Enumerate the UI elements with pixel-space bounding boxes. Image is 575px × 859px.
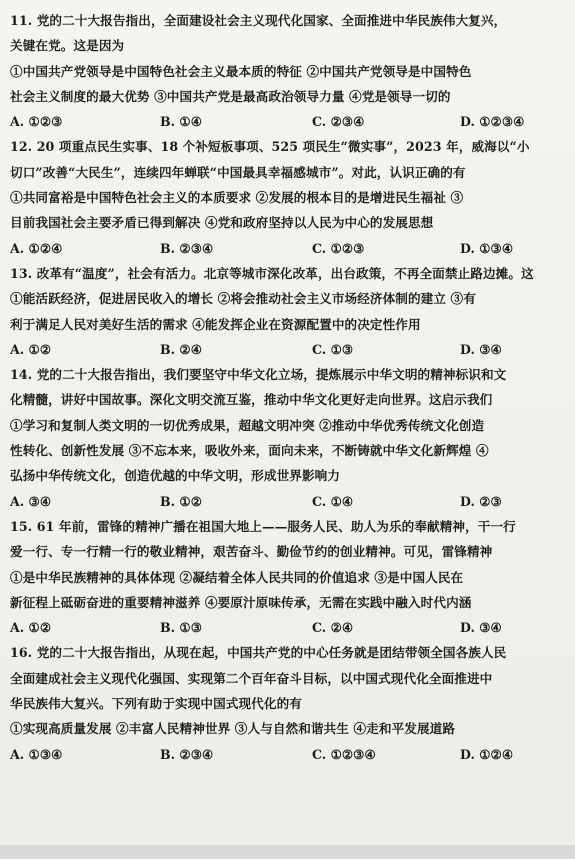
question-text-line: ①实现高质量发展 ②丰富人民精神世界 ③人与自然和谐共生 ④走和平发展道路 [10, 721, 456, 737]
answer-option-b: B. ②③④ [160, 746, 214, 762]
answer-option-b: B. ①② [160, 493, 202, 509]
question-11 [10, 8, 568, 134]
answer-option-c: C. ②④ [312, 620, 354, 636]
question-stem: 14. 党的二十大报告指出，我们要坚守中华文化立场，提炼展示中华文明的精神标识和文 [10, 367, 507, 383]
question-12 [10, 134, 568, 260]
answer-option-a: A. ①②④ [10, 240, 63, 256]
question-text-line: 社会主义制度的最大优势 ③中国共产党是最高政治领导力量 ④党是领导一切的 [10, 88, 451, 104]
answer-option-b: B. ②③④ [160, 240, 214, 256]
answer-options [10, 109, 568, 134]
question-16 [10, 640, 568, 766]
question-text-line: ①中国共产党领导是中国特色社会主义最本质的特征 ②中国共产党领导是中国特色 [10, 63, 472, 79]
question-stem: 13. 改革有“温度”，社会有活力。北京等城市深化改革，出台政策，不再全面禁止路边摊。这 [10, 265, 534, 281]
bottom-strip [0, 845, 575, 859]
answer-option-d: D. ③④ [460, 620, 502, 636]
answer-options [10, 337, 568, 362]
answer-option-a: A. ①③④ [10, 746, 63, 762]
question-stem: 16. 党的二十大报告指出，从现在起，中国共产党的中心任务就是团结带领全国各族人民 [10, 645, 507, 661]
answer-option-a: A. ①②③ [10, 114, 63, 130]
answer-option-d: D. ①②④ [460, 746, 514, 762]
question-text-line: 弘扬中华传统文化，创造优越的中华文明，形成世界影响力 [10, 468, 341, 484]
question-13 [10, 261, 568, 362]
question-text-line: 全面建成社会主义现代化强国、实现第二个百年奋斗目标，以中国式现代化全面推进中 [10, 670, 493, 686]
answer-options [10, 615, 568, 640]
question-15 [10, 514, 568, 640]
question-list [10, 8, 568, 767]
answer-option-a: A. ③④ [10, 493, 52, 509]
question-text-line: 关键在党。这是因为 [10, 38, 125, 54]
question-text-line: ①共同富裕是中国特色社会主义的本质要求 ②发展的根本目的是增进民生福祉 ③ [10, 190, 464, 206]
answer-option-d: D. ③④ [460, 341, 502, 357]
question-text-line: 爱一行、专一行精一行的敬业精神，艰苦奋斗、勤俭节约的创业精神。可见，雷锋精神 [10, 544, 493, 560]
answer-option-d: D. ①②③④ [460, 114, 525, 130]
question-text-line: 新征程上砥砺奋进的重要精神滋养 ④要原汁原味传承，无需在实践中融入时代内涵 [10, 594, 472, 610]
question-stem: 15. 61 年前，雷锋的精神广播在祖国大地上——服务人民、助人为乐的奉献精神，干一行 [10, 518, 516, 534]
answer-options [10, 489, 568, 514]
answer-option-a: A. ①② [10, 341, 52, 357]
question-text-line: 华民族伟大复兴。下列有助于实现中国式现代化的有 [10, 696, 302, 712]
question-text-line: 化精髓，讲好中国故事。深化文明交流互鉴，推动中华文化更好走向世界。这启示我们 [10, 392, 493, 408]
answer-option-d: D. ①③④ [460, 240, 514, 256]
answer-option-c: C. ②③④ [312, 114, 365, 130]
question-text-line: ①是中华民族精神的具体体现 ②凝结着全体人民共同的价值追求 ③是中国人民在 [10, 569, 464, 585]
answer-option-b: B. ②④ [160, 341, 202, 357]
question-stem: 11. 党的二十大报告指出，全面建设社会主义现代化国家、全面推进中华民族伟大复兴， [10, 13, 507, 28]
question-text-line: 性转化、创新性发展 ③不忘本来，吸收外来，面向未来，不断铸就中华文化新辉煌 ④ [10, 443, 489, 459]
question-text-line: 目前我国社会主要矛盾已得到解决 ④党和政府坚持以人民为中心的发展思想 [10, 215, 434, 231]
answer-option-c: C. ①②③④ [312, 746, 376, 762]
answer-option-d: D. ②③ [460, 493, 502, 509]
answer-option-a: A. ①② [10, 620, 52, 636]
answer-options [10, 236, 568, 261]
question-text-line: 利于满足人民对美好生活的需求 ④能发挥企业在资源配置中的决定性作用 [10, 316, 421, 332]
question-text-line: ①能活跃经济，促进居民收入的增长 ②将会推动社会主义市场经济体制的建立 ③有 [10, 291, 476, 307]
question-text-line: 切口”改善“大民生”，连续四年蝉联“中国最具幸福感城市”。对此，认识正确的有 [10, 164, 466, 180]
answer-option-c: C. ①④ [312, 493, 354, 509]
question-14 [10, 362, 568, 514]
question-text-line: ①学习和复制人类文明的一切优秀成果，超越文明冲突 ②推动中华优秀传统文化创造 [10, 417, 485, 433]
answer-option-c: C. ①③ [312, 341, 354, 357]
answer-option-b: B. ①④ [160, 114, 202, 130]
answer-options [10, 742, 568, 767]
answer-option-b: B. ①③ [160, 620, 202, 636]
question-stem: 12. 20 项重点民生实事、18 个补短板事项、525 项民生“微实事”，2023 年，威海以“小 [10, 139, 530, 155]
answer-option-c: C. ①②③ [312, 240, 365, 256]
